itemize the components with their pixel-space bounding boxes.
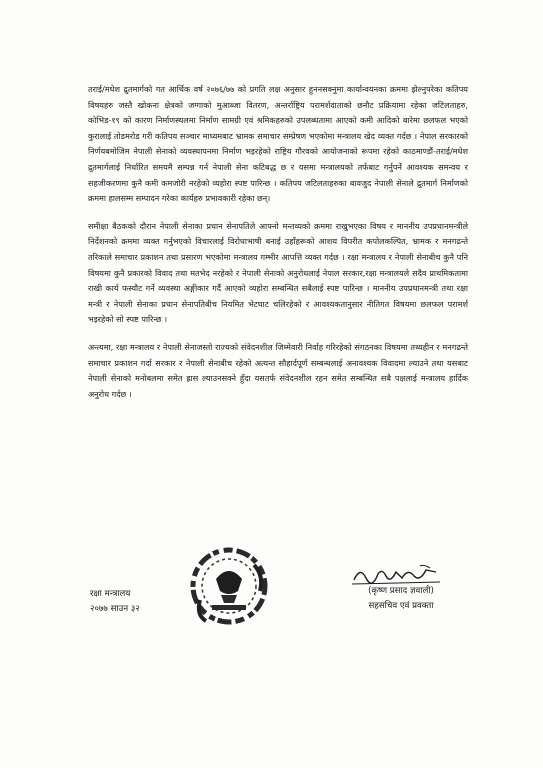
paragraph-3: अन्त्यमा, रक्षा मन्त्रालय र नेपाली सेनाजस्तो राज्यको संवेदनशील जिम्मेवारी निर्वाह गरिरहेको संगठनका विषयमा तथ्यहीन र मनगढन्ते समाचार प्रकाशन गर्दा सरकार र नेपाली सेनाबीच रहेको अत्यन्त सौहार्दपूर्ण सम्बन्धलाई अनावश्यक विवादमा ल्याउने तथा यसबाट नेपाली सेनाको मनोबलमा समेत ह्रास ल्याउनसक्ने हुँदा यसतर्फ संवेदनशील रहन समेत सम्बन्धित सबै पक्षलाई मन्त्रालय हार्दिक अनुरोध गर्दछ । [88, 341, 468, 399]
issuer-block [90, 587, 140, 617]
paragraph-2: समीक्षा बैठकको दौरान नेपाली सेनाका प्रधान सेनापतिले आफ्नो मन्तव्यको क्रममा राखुभएका विषय र माननीय उपप्रधानमन्त्रीले निर्देशनको क्रममा व्यक्त गर्नुभएको विचारलाई विरोधाभाषी बनाई उहाँहरूको आशय विपरीत कपोलकल्पित, भ्रामक र मनगढन्ते तरिकाले समाचार प्रकाशन तथा प्रसारण भएकोमा मन्त्रालय गम्भीर आपत्ति व्यक्त गर्दछ । रक्षा मन्त्रालय र नेपाली सेनाबीच कुनै पनि विषयमा कुनै प्रकारको विवाद तथा मतभेद नरहेको र नेपाली सेनाको अनुरोधलाई नेपाल सरकार,रक्षा मन्त्रालयले सदैव प्राथमिकतामा राखी कार्य फस्यौट गर्ने व्यवस्था अङ्गीकार गर्दै आएको व्यहोरा सम्बन्धित सबैलाई स्पष्ट पारिन्छ । माननीय उपप्रधानमन्त्री तथा रक्षा मन्त्री र नेपाली सेनाका प्रधान सेनापतिबीच नियमित भेटघाट चलिरहेको र आवश्यकतानुसार नीतिगत विषयमा छलफल परामर्श भइरहेको सो स्पष्ट पारिन्छ । [88, 220, 468, 325]
paragraph-1: तराई/मधेश द्रुतमार्गको गत आर्थिक वर्ष २०७६/७७ को प्रगति लक्ष अनुसार हुननसक्नुमा कार्यान्वयनका क्रममा झेल्नुपरेका कतिपय विषयहरु जस्तै खोकना क्षेत्रको जग्गाको मुआब्जा वितरण, अन्तर्राष्ट्रिय परामर्शदाताको छनौट प्रक्रियामा रहेका जटिलताहरु, कोभिड-१९ को कारण निर्माणस्थलमा निर्माण सामग्री एवं श्रमिकहरुको उपलब्धतामा आएको कमी आदिको बारेमा छलफल भएको कुरालाई तोडमरोड गरी कतिपय सञ्चार माध्यमबाट भ्रामक समाचार सम्प्रेषण भएकोमा मन्त्रालय खेद व्यक्त गर्दछ । नेपाल सरकारको निर्णयबमोजिम नेपाली सेनाको व्यवस्थापनमा निर्माण भइरहेको राष्ट्रिय गौरवको आयोजनाको रूपमा रहेको काठमाण्डौं-तराई/मधेश द्रुतमार्गलाई निर्धारित समयमै सम्पन्न गर्न नेपाली सेना कटिबद्ध छ र यसमा मन्त्रालयको तर्फबाट गर्नुपर्ने आवश्यक समन्वय र सहजीकरणमा कुनै कमी कमजोरी नरहेको व्यहोरा स्पष्ट पारिन्छ । कतिपय जटिलताहरुका बावजुद नेपाली सेनाले द्रुतमार्ग निर्माणको क्रममा हालसम्म सम्पादन गरेका कार्यहरु प्रभावकारी रहेका छन्। [88, 84, 468, 204]
signatory-title: सहसचिव एवं प्रवक्ता [368, 601, 434, 611]
official-seal-icon [188, 545, 270, 627]
signatory-block [336, 584, 466, 614]
document-body [88, 82, 468, 414]
signatory-name: (कृष्ण प्रसाद ज्ञवाली) [368, 586, 434, 596]
issue-date: २०७७ साउन ३२ [90, 604, 140, 614]
issuer-name: रक्षा मन्त्रालय [90, 589, 131, 599]
